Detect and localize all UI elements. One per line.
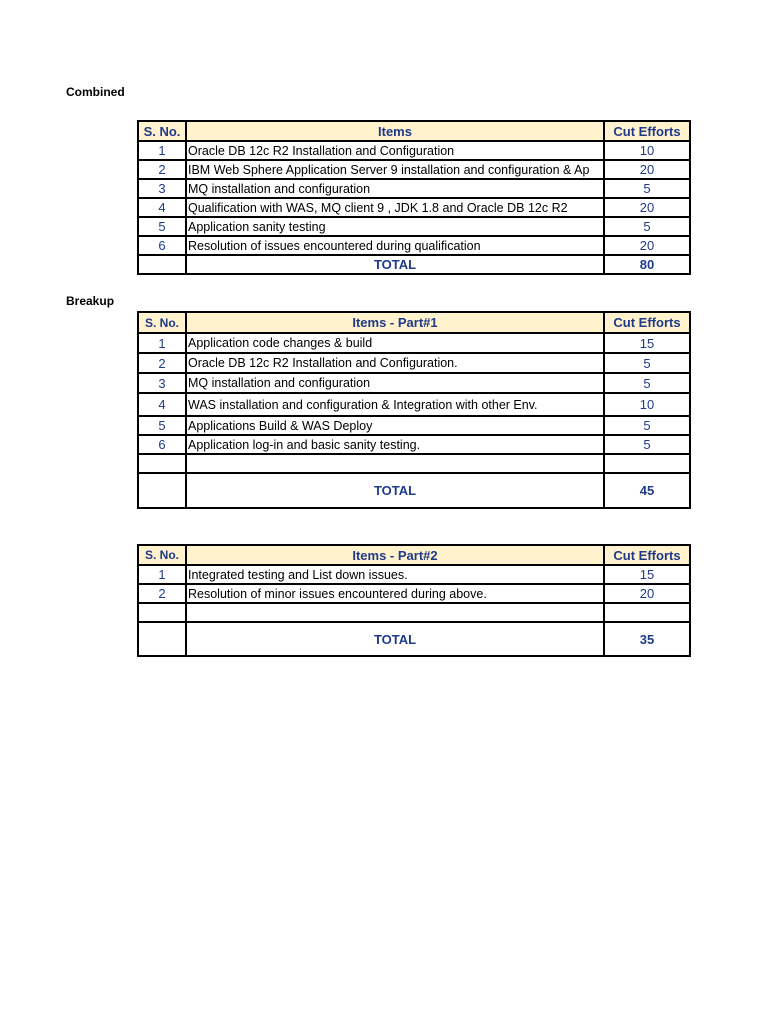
empty-cell xyxy=(138,255,186,274)
sno-cell: 4 xyxy=(138,393,186,416)
item-cell: Integrated testing and List down issues. xyxy=(186,565,604,584)
table-header-row xyxy=(138,121,690,141)
item-cell: Oracle DB 12c R2 Installation and Configuration xyxy=(186,141,604,160)
total-value: 80 xyxy=(604,255,690,274)
efforts-cell: 20 xyxy=(604,584,690,603)
sno-cell: 2 xyxy=(138,160,186,179)
efforts-cell: 15 xyxy=(604,333,690,353)
efforts-cell: 5 xyxy=(604,373,690,393)
empty-cell xyxy=(138,454,186,473)
empty-row xyxy=(138,603,690,622)
empty-row xyxy=(138,454,690,473)
efforts-cell: 5 xyxy=(604,217,690,236)
total-label: TOTAL xyxy=(186,622,604,656)
efforts-cell: 5 xyxy=(604,353,690,373)
item-cell: IBM Web Sphere Application Server 9 installation and configuration & Ap xyxy=(186,160,604,179)
table-row xyxy=(138,584,690,603)
table-row xyxy=(138,217,690,236)
empty-cell xyxy=(186,454,604,473)
efforts-cell: 20 xyxy=(604,236,690,255)
empty-cell xyxy=(604,603,690,622)
item-cell: Qualification with WAS, MQ client 9 , JDK 1.8 and Oracle DB 12c R2 xyxy=(186,198,604,217)
total-row xyxy=(138,255,690,274)
item-cell: Resolution of minor issues encountered during above. xyxy=(186,584,604,603)
table-row xyxy=(138,435,690,454)
item-cell: Resolution of issues encountered during qualification xyxy=(186,236,604,255)
item-cell: WAS installation and configuration & Integration with other Env. xyxy=(186,393,604,416)
efforts-cell: 20 xyxy=(604,198,690,217)
efforts-header: Cut Efforts xyxy=(604,545,690,565)
table-row xyxy=(138,198,690,217)
item-cell: Applications Build & WAS Deploy xyxy=(186,416,604,435)
sno-cell: 1 xyxy=(138,333,186,353)
efforts-cell: 15 xyxy=(604,565,690,584)
efforts-cell: 5 xyxy=(604,416,690,435)
sno-cell: 1 xyxy=(138,565,186,584)
efforts-header: Cut Efforts xyxy=(604,312,690,333)
empty-cell xyxy=(604,454,690,473)
table-row xyxy=(138,333,690,353)
total-label: TOTAL xyxy=(186,255,604,274)
total-value: 35 xyxy=(604,622,690,656)
items-header: Items xyxy=(186,121,604,141)
sno-header: S. No. xyxy=(138,121,186,141)
sno-cell: 5 xyxy=(138,416,186,435)
table-row xyxy=(138,353,690,373)
sno-cell: 3 xyxy=(138,179,186,198)
item-cell: Application code changes & build xyxy=(186,333,604,353)
efforts-cell: 10 xyxy=(604,393,690,416)
efforts-cell: 20 xyxy=(604,160,690,179)
item-cell: Application sanity testing xyxy=(186,217,604,236)
item-cell: MQ installation and configuration xyxy=(186,373,604,393)
table-row xyxy=(138,179,690,198)
combined-label: Combined xyxy=(66,85,125,99)
item-cell: Oracle DB 12c R2 Installation and Configuration. xyxy=(186,353,604,373)
combined-table xyxy=(137,120,691,275)
sno-header: S. No. xyxy=(138,312,186,333)
items-header: Items - Part#2 xyxy=(186,545,604,565)
item-cell: MQ installation and configuration xyxy=(186,179,604,198)
table-row xyxy=(138,160,690,179)
table-header-row xyxy=(138,545,690,565)
table-row xyxy=(138,141,690,160)
breakup-label: Breakup xyxy=(66,294,115,308)
sno-cell: 3 xyxy=(138,373,186,393)
part2-table xyxy=(137,544,691,657)
sno-header: S. No. xyxy=(138,545,186,565)
table-row xyxy=(138,565,690,584)
total-row xyxy=(138,473,690,508)
empty-cell xyxy=(138,473,186,508)
items-header: Items - Part#1 xyxy=(186,312,604,333)
sno-cell: 1 xyxy=(138,141,186,160)
total-label: TOTAL xyxy=(186,473,604,508)
efforts-header: Cut Efforts xyxy=(604,121,690,141)
sno-cell: 6 xyxy=(138,236,186,255)
total-row xyxy=(138,622,690,656)
sno-cell: 4 xyxy=(138,198,186,217)
table-row xyxy=(138,373,690,393)
efforts-cell: 5 xyxy=(604,179,690,198)
table-row xyxy=(138,236,690,255)
efforts-cell: 10 xyxy=(604,141,690,160)
part1-table xyxy=(137,311,691,509)
sno-cell: 5 xyxy=(138,217,186,236)
efforts-cell: 5 xyxy=(604,435,690,454)
table-row xyxy=(138,393,690,416)
sno-cell: 2 xyxy=(138,353,186,373)
sno-cell: 6 xyxy=(138,435,186,454)
empty-cell xyxy=(138,622,186,656)
item-cell: Application log-in and basic sanity testing. xyxy=(186,435,604,454)
empty-cell xyxy=(186,603,604,622)
total-value: 45 xyxy=(604,473,690,508)
sno-cell: 2 xyxy=(138,584,186,603)
table-header-row xyxy=(138,312,690,333)
empty-cell xyxy=(138,603,186,622)
table-row xyxy=(138,416,690,435)
